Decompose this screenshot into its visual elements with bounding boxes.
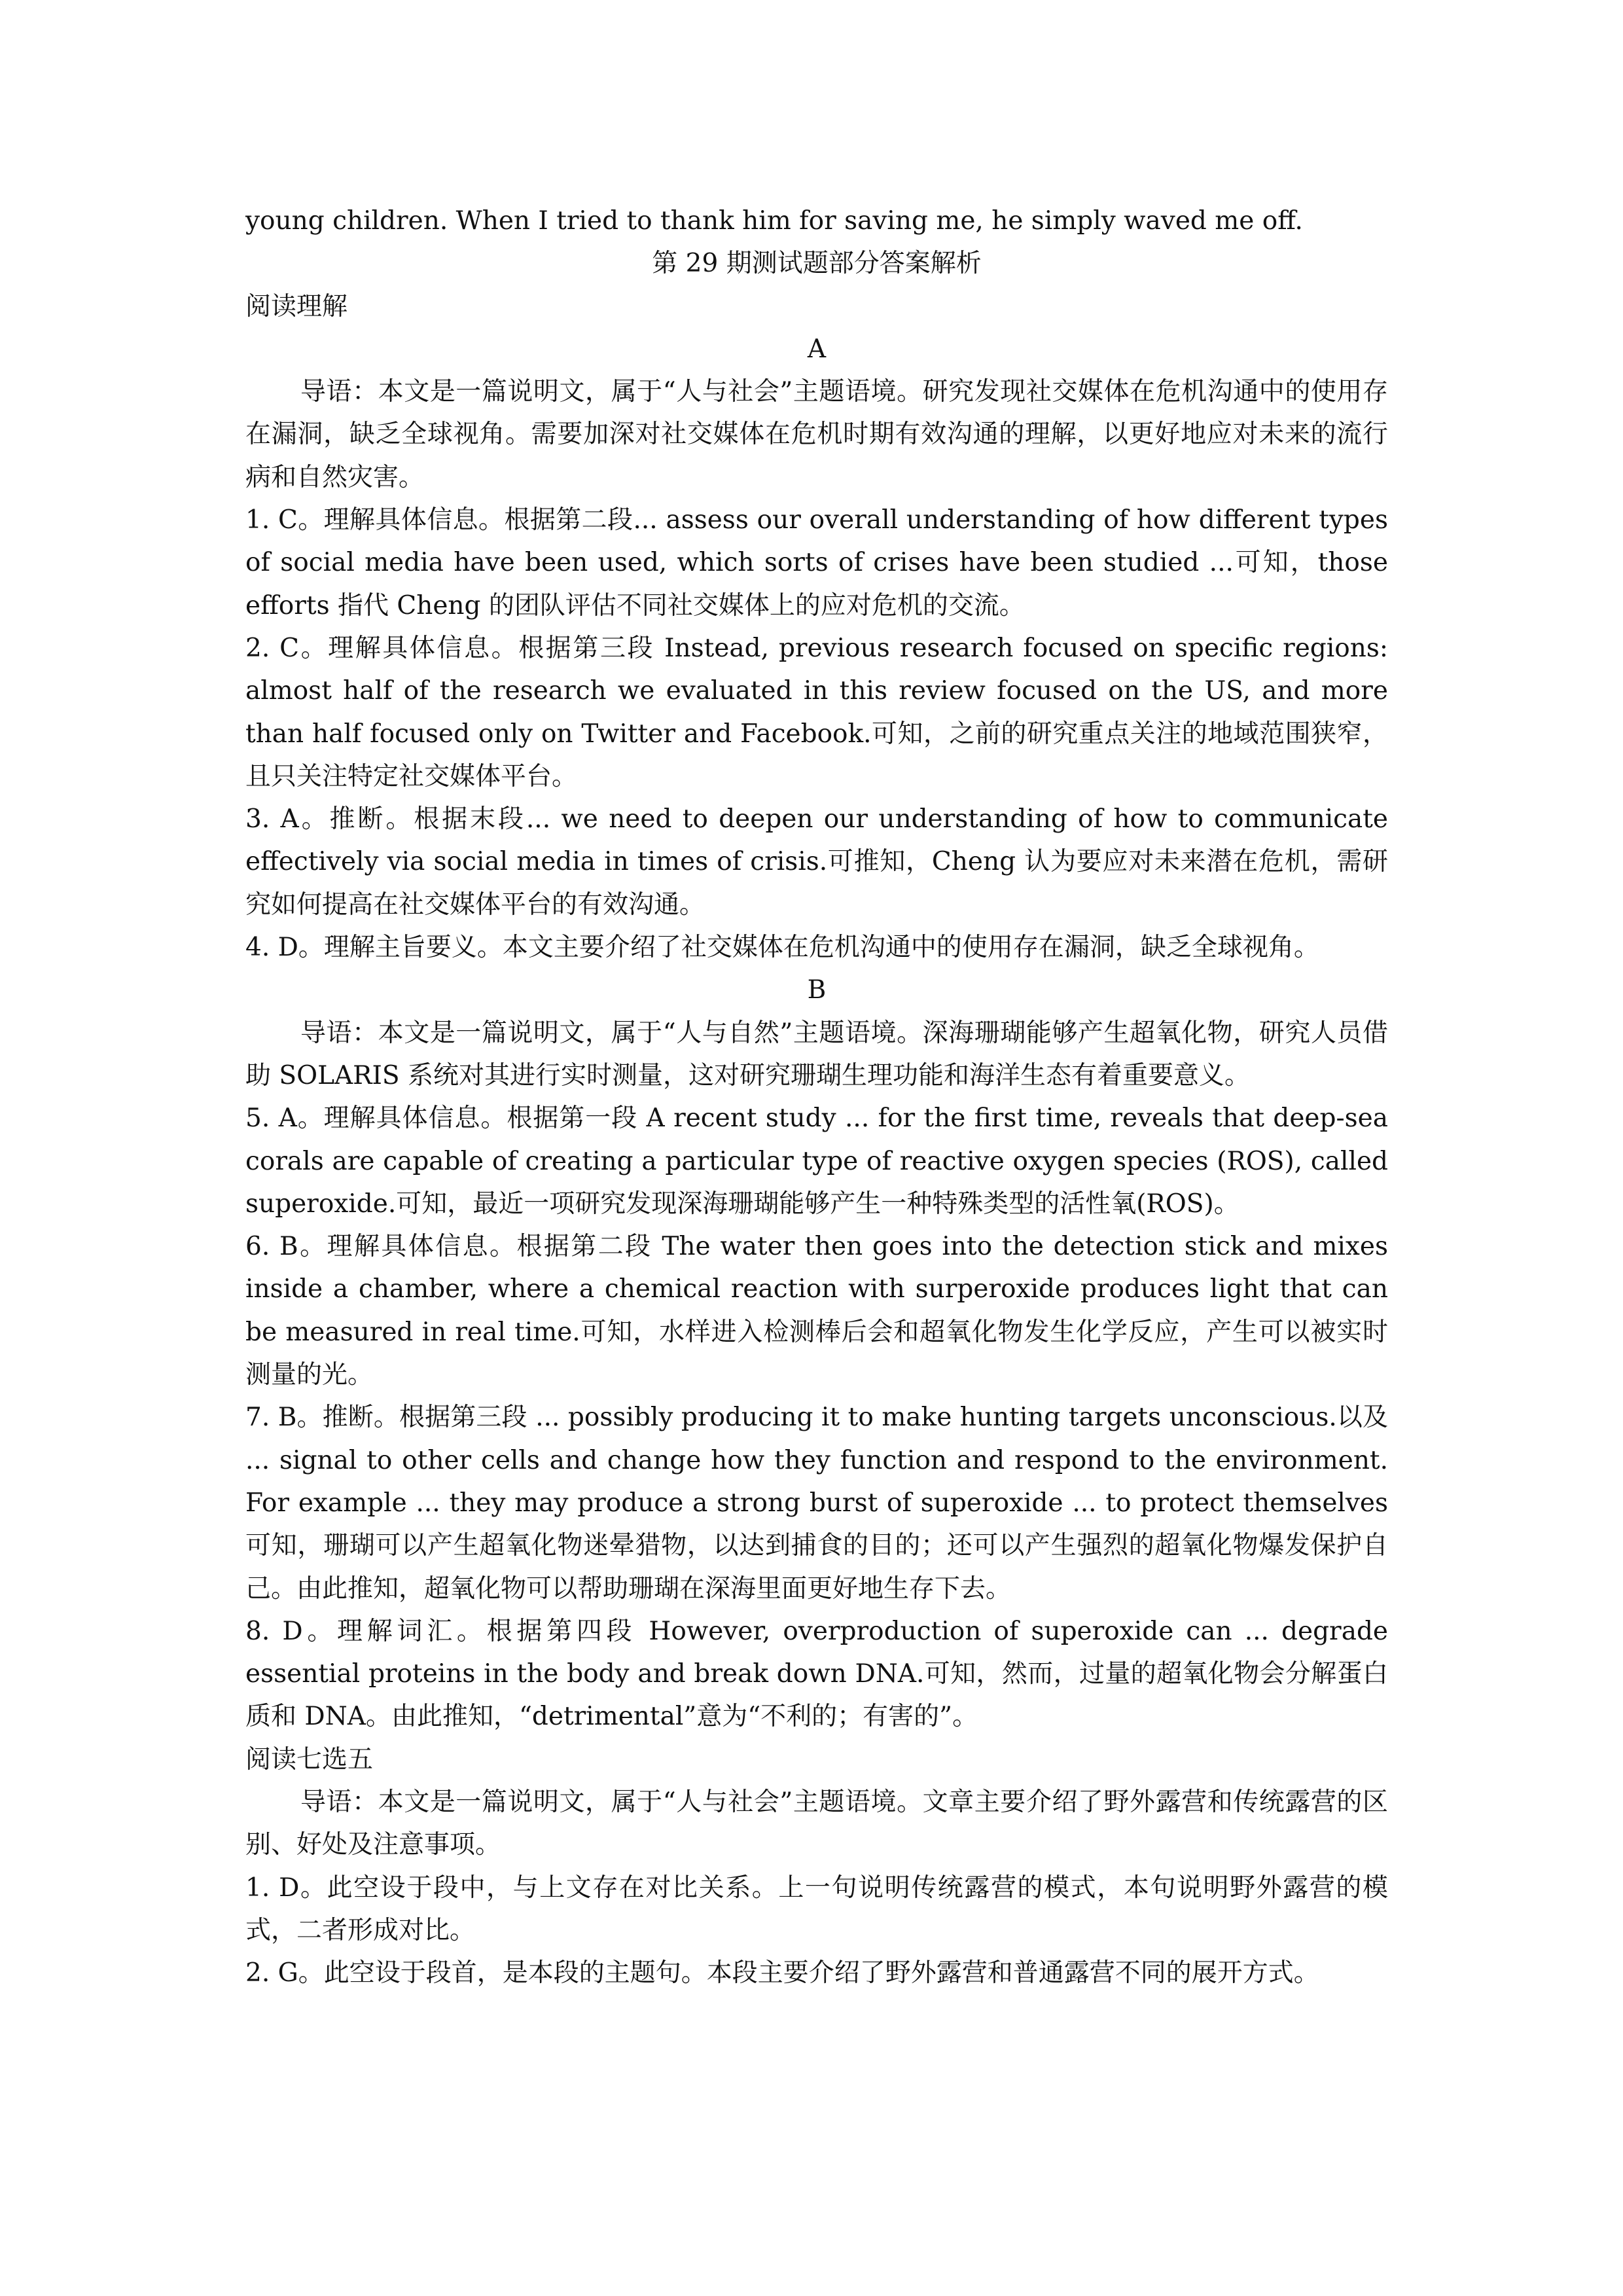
passage-b-intro: 导语：本文是一篇说明文，属于“人与自然”主题语境。深海珊瑚能够产生超氧化物，研究人员借助 SOLARIS 系统对其进行实时测量，这对研究珊瑚生理功能和海洋生态有着重要意义。	[245, 1018, 1388, 1090]
carryover-line: young children. When I tried to thank him for saving me, he simply waved me off.	[245, 206, 1303, 236]
passage-a-intro: 导语：本文是一篇说明文，属于“人与社会”主题语境。研究发现社交媒体在危机沟通中的使用存在漏洞，缺乏全球视角。需要加深对社交媒体在危机时期有效沟通的理解，以更好地应对未来的流行病和自然灾害。	[245, 377, 1388, 492]
passage-a-heading: A	[807, 334, 827, 364]
section-heading-reading: 阅读理解	[245, 291, 348, 321]
answer-item: 8. D。理解词汇。根据第四段 However, overproduction of superoxide can ... degrade essential proteins in the body and break down DNA.可知，然而，过量的超氧化物会分解蛋白质和 DNA。由此推知，“detrimental”意为“不利的；有害的”。	[245, 1616, 1388, 1732]
section-heading-seven-choose-five: 阅读七选五	[245, 1744, 374, 1774]
answer-item: 4. D。理解主旨要义。本文主要介绍了社交媒体在危机沟通中的使用存在漏洞，缺乏全球视角。	[245, 933, 1319, 963]
seven-choose-five-intro: 导语：本文是一篇说明文，属于“人与社会”主题语境。文章主要介绍了野外露营和传统露营的区别、好处及注意事项。	[245, 1787, 1388, 1860]
passage-b-heading: B	[807, 975, 827, 1005]
answer-document	[245, 200, 1388, 1994]
document-title: 第 29 期测试题部分答案解析	[652, 249, 982, 279]
answer-item: 6. B。理解具体信息。根据第二段 The water then goes into the detection stick and mixes inside a chamber, where a chemical reaction with surperoxide produces light that can be measured in real time.可知，水样进入检测棒后会和超氧化物发生化学反应，产生可以被实时测量的光。	[245, 1232, 1388, 1390]
answer-item: 7. B。推断。根据第三段 ... possibly producing it to make hunting targets unconscious.以及 ... signal to other cells and change how they function and respond to the environment. For example ... they may produce a strong burst of superoxide ... to protect themselves 可知，珊瑚可以产生超氧化物迷晕猎物，以达到捕食的目的；还可以产生强烈的超氧化物爆发保护自己。由此推知，超氧化物可以帮助珊瑚在深海里面更好地生存下去。	[245, 1403, 1388, 1604]
answer-item: 3. A。推断。根据末段... we need to deepen our understanding of how to communicate effectively via social media in times of crisis.可推知，Cheng 认为要应对未来潜在危机，需研究如何提高在社交媒体平台的有效沟通。	[245, 804, 1388, 920]
answer-item: 1. C。理解具体信息。根据第二段... assess our overall understanding of how different types of social media have been used, which sorts of crises have been studied ...可知，those efforts 指代 Cheng 的团队评估不同社交媒体上的应对危机的交流。	[245, 505, 1388, 620]
answer-item: 2. G。此空设于段首，是本段的主题句。本段主要介绍了野外露营和普通露营不同的展开方式。	[245, 1958, 1319, 1988]
answer-item: 1. D。此空设于段中，与上文存在对比关系。上一句说明传统露营的模式，本句说明野外露营的模式，二者形成对比。	[245, 1873, 1388, 1945]
answer-item: 2. C。理解具体信息。根据第三段 Instead, previous research focused on specific regions: almost half of the research we evaluated in this review focused on the US, and more than half focused only on Twitter and Facebook.可知，之前的研究重点关注的地域范围狭窄，且只关注特定社交媒体平台。	[245, 633, 1388, 791]
answer-item: 5. A。理解具体信息。根据第一段 A recent study ... for the first time, reveals that deep-sea corals are capable of creating a particular type of reactive oxygen species (ROS), called superoxide.可知，最近一项研究发现深海珊瑚能够产生一种特殊类型的活性氧(ROS)。	[245, 1103, 1388, 1219]
